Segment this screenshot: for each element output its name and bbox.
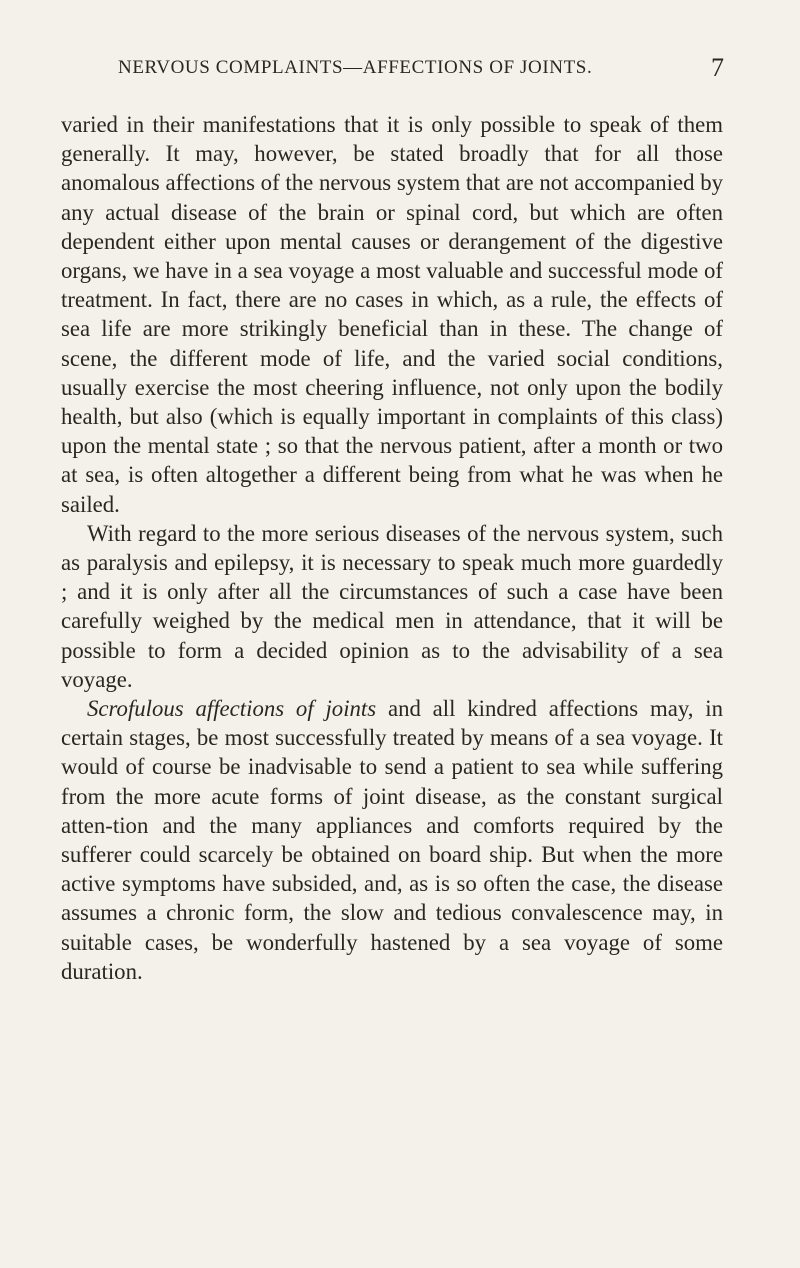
italic-lead: Scrofulous affections of joints: [87, 696, 377, 722]
running-title: NERVOUS COMPLAINTS—AFFECTIONS OF JOINTS.: [118, 57, 593, 78]
page-header: [118, 55, 724, 85]
page-number: 7: [711, 53, 724, 82]
paragraph-3: [61, 694, 723, 986]
body-text: [61, 110, 723, 986]
paragraph-1: varied in their manifestations that it is only possible to speak of them generally. It may, however, be stated broadly that for all those anomalous affections of the nervous system that are not accompanied by any actual disease of the brain or spinal cord, but which are often dependent either upon mental causes or derangement of the digestive organs, we have in a sea voyage a most valuable and successful mode of treatment. In fact, there are no cases in which, as a rule, the effects of sea life are more strikingly beneficial than in these. The change of scene, the different mode of life, and the varied social conditions, usually exercise the most cheering influence, not only upon the bodily health, but also (which is equally important in complaints of this class) upon the mental state ; so that the nervous patient, after a month or two at sea, is often altogether a different being from what he was when he sailed.: [61, 112, 723, 517]
paragraph-3-text: and all kindred affections may, in certain stages, be most successfully treated by means of a sea voyage. It would of course be inadvisable to send a patient to sea while suffering from the more acute forms of joint disease, as the constant surgical atten-tion and the many appliances and comforts required by the sufferer could scarcely be obtained on board ship. But when the more active symptoms have subsided, and, as is so often the case, the disease assumes a chronic form, the slow and tedious convalescence may, in suitable cases, be wonderfully hastened by a sea voyage of some duration.: [61, 696, 723, 984]
paragraph-2: With regard to the more serious diseases of the nervous system, such as paralysis and epilepsy, it is necessary to speak much more guardedly ; and it is only after all the circumstances of such a case have been carefully weighed by the medical men in attendance, that it will be possible to form a decided opinion as to the advisability of a sea voyage.: [61, 520, 723, 692]
